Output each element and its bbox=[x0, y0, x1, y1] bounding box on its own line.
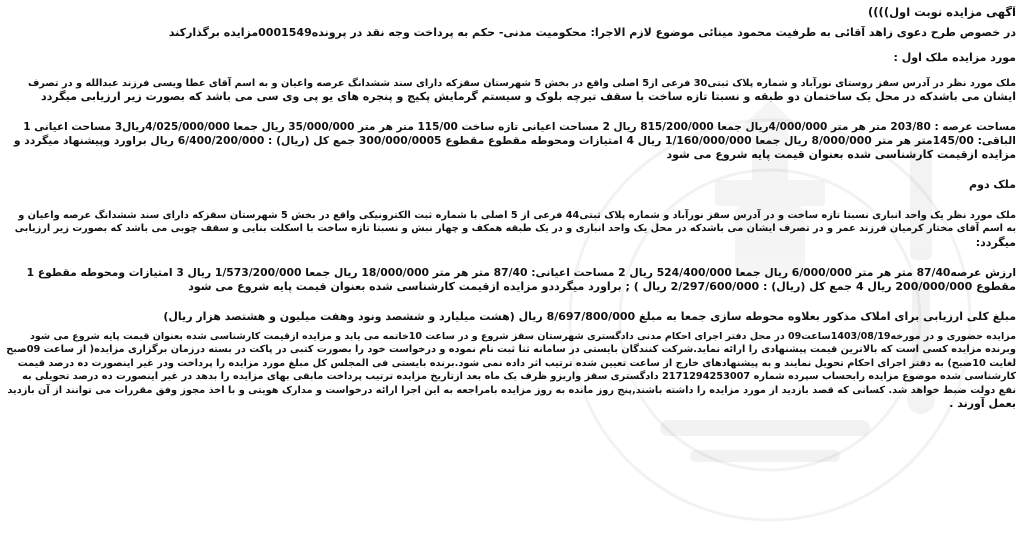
property-1-values-line: الباقی: 145/00متر هر متر 8/000/000 ریال جمعا 1/160/000/000 ریال 4 امتیازات ومحوطه مقطوع مقطوع 300/000/0005 جمع کل (ریال) : 6/400/200/000 ریال براورد وپیشنهاد میگردد و bbox=[13, 134, 1016, 147]
total-appraisal: مبلغ کلی ارزیابی برای املاک مذکور بعلاوه محوطه سازی جمعا به مبلغ 8/697/800/000 ریال (هشت میلیارد و ششصد ونود وهفت میلیون و هشتصد هزار ریال) bbox=[163, 310, 1016, 323]
property-2-values-line: ارزش عرصه87/40 متر هر متر 6/000/000 ریال جمعا 524/400/000 ریال 2 مساحت اعیانی: 87/40 متر هر متر 18/000/000 ریال جمعا 1/573/200/000 ریال 3 امتیازات ومحوطه مقطوع 1 bbox=[26, 266, 1016, 279]
section-heading-property-1: مورد مزایده ملک اول : bbox=[893, 51, 1016, 64]
notice-title: آگهی مزایده نوبت اول)))) bbox=[868, 6, 1016, 19]
notice-subject: در خصوص طرح دعوی زاهد آقائی به طرفیت محمود مینائی موضوع لازم الاجرا: محکومیت مدنی- حکم به پرداخت وجه نقد در پرونده0001549مزایده برگذارکند bbox=[168, 25, 1016, 39]
property-2-description-line: به اسم آقای مختار کرمیان فرزند عمر و در تصرف ایشان می باشدکه در محل یک واحد انباری و در یک طبقه همکف و چهار نبش و نسبتا تازه ساخت با اسکلت بنایی و سقف چوبی می باشد که بصورت زیر ارزیابی bbox=[14, 223, 1016, 234]
auction-terms-line: لغایت 10صبح) به دفتر اجرای احکام تحویل نمایند و به پیشنهادهای خارج از ساعت تعیین شده ترتیب اثر داده نمی شود.برنده بایستی فی المجلس کل مبلغ مورد مزایده را پرداخت ودر غیر اینصورت ده درصد قیمت bbox=[17, 357, 1016, 369]
auction-terms-line: کارشناسی شده موضوع مزایده رابحساب سپرده شماره 2171294253007 دادگستری سقز واریزو ظرف یک ماه بعد ازتاریخ مزایده ترتیب پرداخت مابقی بهای مزایده را بدهد در غیر اینصورت ده درصد تحویلی به bbox=[22, 371, 1016, 382]
auction-terms-line: مزایده حضوری و در مورخه1403/08/19ساعت09 در محل دفتر اجرای احکام مدنی دادگستری شهرستان سقز شروع و در ساعت 10خاتمه می یابد و مزایده ازقیمت کارشناسی شده بعنوان قیمت پایه شروع می شود bbox=[29, 330, 1016, 342]
auction-terms-line: بعمل آورند . bbox=[949, 397, 1016, 410]
auction-terms-line: وبرنده مزایده کسی است که بالاترین قیمت پیشنهادی را ارائه نماید.شرکت کنندگان بایستی در سامانه ثنا ثبت نام نموده و درخواست خود را بصورت کتبی در پاکت در بسته درزمان برگزاری مزایده( از ساعت 09صبح bbox=[6, 344, 1016, 355]
property-1-description-line: ملک مورد نظر در آدرس سقز روستای نورآباد و شماره پلاک ثبتی30 فرعی از5 اصلی واقع در بخش 5 شهرستان سقزکه دارای سند ششدانگ عرصه واعیان و به اسم آقای عطا ویسی فرزند عبدالله و در تصرف bbox=[27, 77, 1016, 89]
notice-text bbox=[6, 6, 1016, 411]
property-2-values-line: مقطوع 200/000/000 ریال 4 جمع کل (ریال) : 2/297/600/000 ریال ) ; براورد میگرددو مزایده ازقیمت کارشناسی شده بعنوان قیمت پایه شروع می شود bbox=[188, 279, 1016, 293]
property-1-description-line: ایشان می باشدکه در محل یک ساختمان دو طبقه و نسبتا تازه ساخت با سقف تیرچه بلوک و سیستم گرمایش پکیج و پنجره های یو پی وی سی می باشد که بصورت زیر ارزیابی میگردد bbox=[41, 90, 1016, 103]
property-2-description-line: میگردد: bbox=[975, 235, 1016, 249]
property-1-values-line: مساحت عرصه : 203/80 متر هر متر 4/000/000ریال جمعا 815/200/000 ریال 2 مساحت اعیانی تازه ساخت 115/00 متر هر متر 35/000/000 ریال جمعا 4/025/000/000ریال3 مساحت اعیانی 1 bbox=[23, 120, 1016, 133]
property-1-values-line: مزایده ازقیمت کارشناسی شده بعنوان قیمت پایه شروع می شود bbox=[666, 147, 1016, 161]
property-2-description-line: ملک مورد نظر یک واحد انباری نسبتا تازه ساخت و در آدرس سقز نورآباد و شماره پلاک ثبتی44 فرعی از 5 اصلی با شماره ثبت الکترونیکی واقع در بخش 5 شهرستان سقزکه دارای سند ششدانگ عرصه واعیان و bbox=[18, 209, 1016, 221]
auction-terms-line: نفع دولت ضبط خواهد شد. کسانی که قصد بازدید از مورد مزایده را داشته باشند,پنج روز مانده به روز مزایده بامراجعه به این اجرا ارائه درخواست و مدارک هویتی و با اخذ مجوز وفق مقررات می توانند از آن بازدید bbox=[7, 384, 1016, 396]
section-heading-property-2: ملک دوم bbox=[969, 178, 1016, 191]
